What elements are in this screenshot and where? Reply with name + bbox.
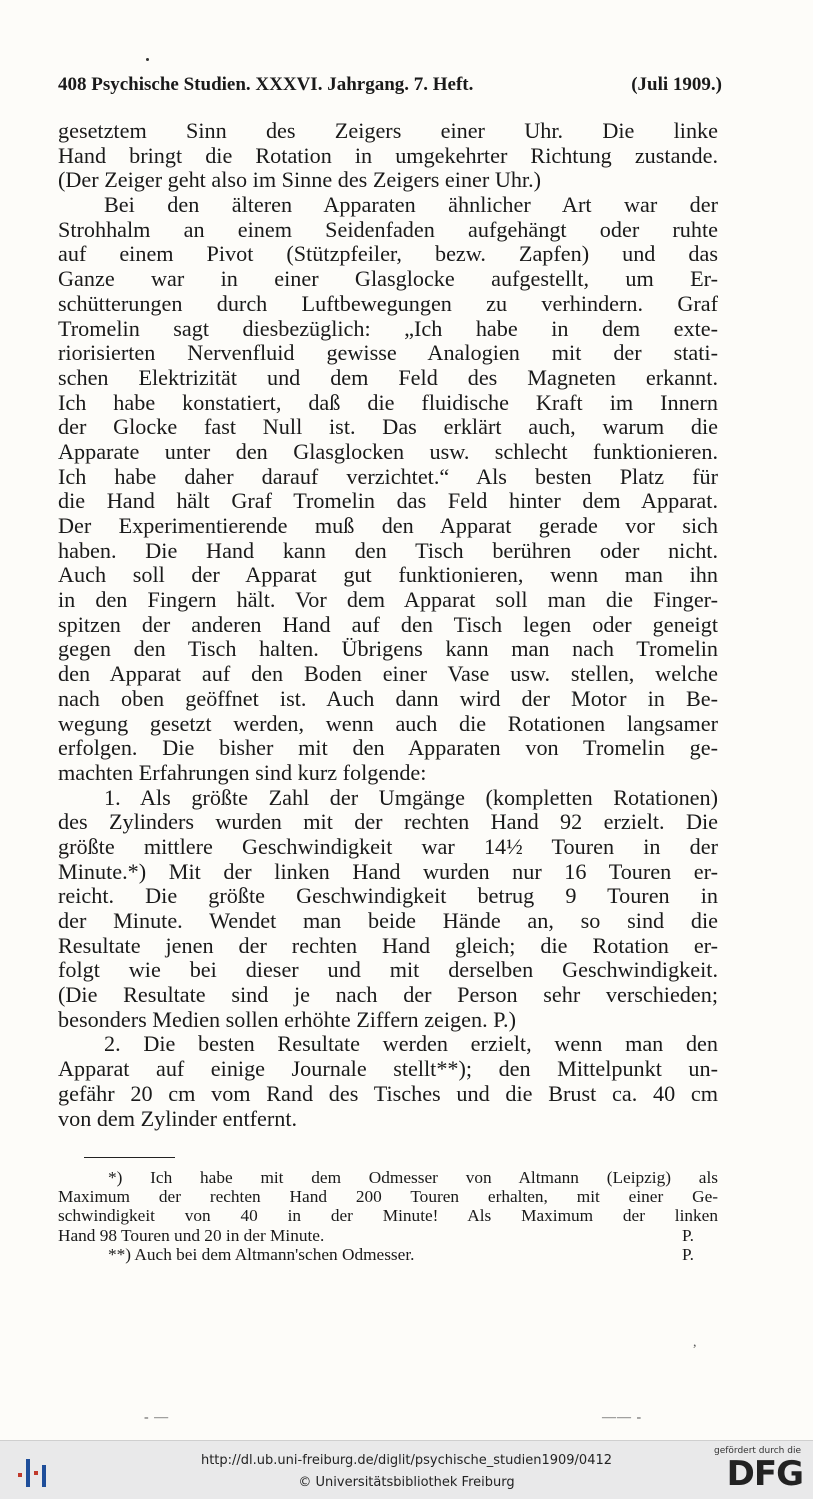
text-line: spitzen der anderen Hand auf den Tisch legen oder geneigt [58, 612, 718, 637]
speck-mark [146, 58, 149, 61]
text-line: 1. Als größte Zahl der Umgänge (kompletten Rotationen) [104, 785, 718, 810]
text-line: schütterungen durch Luftbewegungen zu verhindern. Graf [58, 291, 718, 316]
text-line: Resultate jenen der rechten Hand gleich; die Rotation er- [58, 933, 718, 958]
running-head-date: (Juli 1909.) [631, 74, 722, 95]
text-line: Ich habe daher darauf verzichtet.“ Als besten Platz für [58, 464, 718, 489]
text-line: Ganze war in einer Glasglocke aufgestellt, um Er- [58, 267, 718, 292]
running-head [58, 74, 722, 96]
footnote-text: Hand 98 Touren und 20 in der Minute. [58, 1225, 325, 1245]
source-url-link[interactable]: http://dl.ub.uni-freiburg.de/diglit/psychische_studien1909/0412 [200, 1453, 613, 1468]
text-line: Apparate unter den Glasglocken usw. schlecht funktionieren. [58, 439, 718, 464]
footnote-line [58, 1226, 718, 1245]
footer-bar [0, 1440, 813, 1499]
text-line: gefähr 20 cm vom Rand des Tisches und die Brust ca. 40 cm [58, 1081, 718, 1106]
text-line: der Minute. Wendet man beide Hände an, so sind die [58, 909, 718, 933]
dfg-caption: gefördert durch die [714, 1446, 801, 1456]
text-line: nach oben geöffnet ist. Auch dann wird der Motor in Be- [58, 686, 718, 711]
text-line: in den Fingern hält. Vor dem Apparat soll man die Finger- [58, 588, 718, 613]
speck-mark: —— - [602, 1410, 643, 1425]
text-line: wegung gesetzt werden, wenn auch die Rotationen langsamer [58, 711, 718, 736]
text-line: reicht. Die größte Geschwindigkeit betrug 9 Touren in [58, 884, 718, 909]
text-line: Strohhalm an einem Seidenfaden aufgehängt oder ruhte [58, 217, 718, 242]
text-line: 2. Die besten Resultate werden erzielt, wenn man den [104, 1032, 718, 1057]
text-line: folgt wie bei dieser und mit derselben Geschwindigkeit. [58, 958, 718, 983]
footnote-signature: P. [681, 1244, 694, 1264]
text-line: größte mittlere Geschwindigkeit war 14½ Touren in der [58, 834, 718, 859]
text-line: Der Experimentierende muß den Apparat gerade vor sich [58, 514, 718, 538]
running-head-left: 408 Psychische Studien. XXXVI. Jahrgang. 7. Heft. [58, 74, 474, 95]
text-line: (Die Resultate sind je nach der Person sehr verschieden; [58, 983, 718, 1008]
body-text [58, 119, 718, 1131]
text-line: des Zylinders wurden mit der rechten Hand 92 erzielt. Die [58, 810, 718, 835]
text-line: den Apparat auf den Boden einer Vase usw. stellen, welche [58, 662, 718, 687]
text-line: machten Erfahrungen sind kurz folgende: [58, 760, 427, 785]
footnote-line: Maximum der rechten Hand 200 Touren erhalten, mit einer Ge- [58, 1187, 718, 1207]
footnote-text: **) Auch bei dem Altmann'schen Odmesser. [108, 1244, 415, 1264]
text-line: Auch soll der Apparat gut funktionieren, wenn man ihn [58, 563, 718, 588]
text-line: gesetztem Sinn des Zeigers einer Uhr. Die linke [58, 119, 718, 143]
text-line: riorisierten Nervenfluid gewisse Analogien mit der stati- [58, 341, 718, 366]
text-line: die Hand hält Graf Tromelin das Feld hinter dem Apparat. [58, 489, 718, 514]
footnote-line: *) Ich habe mit dem Odmesser von Altmann (Leipzig) als [108, 1168, 718, 1187]
footnote-line: schwindigkeit von 40 in der Minute! Als Maximum der linken [58, 1206, 718, 1226]
text-line: besonders Medien sollen erhöhte Ziffern zeigen. P.) [58, 1007, 516, 1032]
footnotes [58, 1168, 718, 1264]
footnote-signature: P. [681, 1225, 694, 1245]
footnote-rule [84, 1157, 175, 1158]
text-line: Bei den älteren Apparaten ähnlicher Art war der [104, 193, 718, 218]
text-line: haben. Die Hand kann den Tisch berühren oder nicht. [58, 538, 718, 563]
text-line: schen Elektrizität und dem Feld des Magneten erkannt. [58, 365, 718, 390]
dfg-logo: DFG [726, 1454, 803, 1494]
text-line: Hand bringt die Rotation in umgekehrter Richtung zustande. [58, 143, 718, 168]
text-line: von dem Zylinder entfernt. [58, 1106, 298, 1131]
text-line: Apparat auf einige Journale stellt**); den Mittelpunkt un- [58, 1057, 718, 1082]
text-line: gegen den Tisch halten. Übrigens kann man nach Tromelin [58, 637, 718, 662]
copyright-text: © Universitätsbibliothek Freiburg [298, 1475, 515, 1490]
speck-mark: - — [144, 1410, 170, 1425]
speck-mark: , [693, 1335, 697, 1350]
text-line: erfolgen. Die bisher mit den Apparaten von Tromelin ge- [58, 736, 718, 761]
text-line: auf einem Pivot (Stützpfeiler, bezw. Zapfen) und das [58, 242, 718, 267]
footnote-line [58, 1245, 718, 1264]
text-line: Tromelin sagt diesbezüglich: „Ich habe in dem exte- [58, 316, 718, 341]
text-line: (Der Zeiger geht also im Sinne des Zeigers einer Uhr.) [58, 168, 542, 193]
text-line: Minute.*) Mit der linken Hand wurden nur 16 Touren er- [58, 859, 718, 884]
text-line: der Glocke fast Null ist. Das erklärt auch, warum die [58, 415, 718, 440]
text-line: Ich habe konstatiert, daß die fluidische Kraft im Innern [58, 390, 718, 415]
